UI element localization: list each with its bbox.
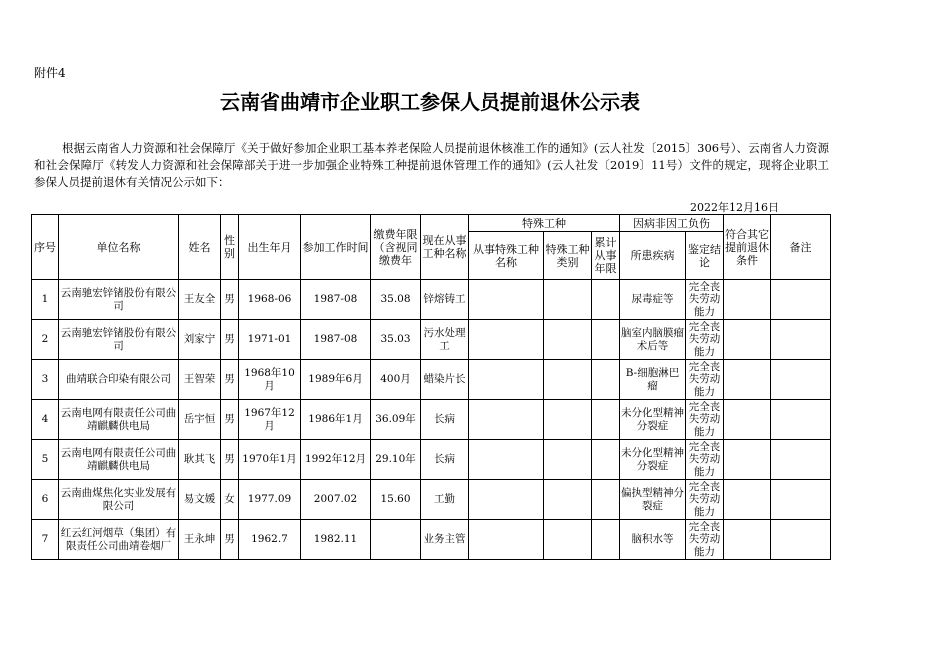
cell-name: 王友全 bbox=[179, 280, 221, 320]
header-special-name: 从事特殊工种名称 bbox=[469, 232, 544, 280]
cell-remarks bbox=[771, 320, 831, 360]
cell-special-category bbox=[544, 320, 592, 360]
header-row-top bbox=[32, 215, 831, 232]
header-work-start: 参加工作时间 bbox=[301, 215, 371, 280]
cell-special-category bbox=[544, 480, 592, 520]
cell-birth: 1967年12月 bbox=[239, 400, 301, 440]
cell-remarks bbox=[771, 440, 831, 480]
header-appraisal: 鉴定结论 bbox=[686, 232, 724, 280]
cell-other bbox=[724, 440, 771, 480]
page-title: 云南省曲靖市企业职工参保人员提前退休公示表 bbox=[220, 90, 640, 114]
retirement-table bbox=[31, 214, 831, 560]
table-row bbox=[32, 400, 831, 440]
cell-unit: 云南电网有限责任公司曲靖麒麟供电局 bbox=[59, 440, 179, 480]
cell-name: 耿其飞 bbox=[179, 440, 221, 480]
cell-unit: 云南驰宏锌锗股份有限公司 bbox=[59, 280, 179, 320]
cell-birth: 1970年1月 bbox=[239, 440, 301, 480]
cell-current-job: 锌熔铸工 bbox=[421, 280, 469, 320]
cell-special-years bbox=[592, 440, 620, 480]
header-contrib-years: 缴费年限（含视同缴费年 bbox=[371, 215, 421, 280]
header-unit: 单位名称 bbox=[59, 215, 179, 280]
cell-appraisal: 完全丧失劳动能力 bbox=[686, 400, 724, 440]
cell-name: 刘家宁 bbox=[179, 320, 221, 360]
cell-special-name bbox=[469, 440, 544, 480]
cell-current-job: 污水处理工 bbox=[421, 320, 469, 360]
cell-work-start: 1989年6月 bbox=[301, 360, 371, 400]
cell-name: 岳宇恒 bbox=[179, 400, 221, 440]
cell-unit: 云南曲煤焦化实业发展有限公司 bbox=[59, 480, 179, 520]
cell-unit: 曲靖联合印染有限公司 bbox=[59, 360, 179, 400]
cell-name: 王智荣 bbox=[179, 360, 221, 400]
cell-special-name bbox=[469, 520, 544, 560]
cell-birth: 1968年10月 bbox=[239, 360, 301, 400]
cell-gender: 男 bbox=[221, 400, 239, 440]
cell-special-years bbox=[592, 320, 620, 360]
cell-current-job: 长病 bbox=[421, 400, 469, 440]
cell-special-years bbox=[592, 480, 620, 520]
cell-gender: 男 bbox=[221, 440, 239, 480]
cell-illness: 脑积水等 bbox=[620, 520, 686, 560]
cell-remarks bbox=[771, 400, 831, 440]
cell-appraisal: 完全丧失劳动能力 bbox=[686, 320, 724, 360]
cell-remarks bbox=[771, 280, 831, 320]
header-name: 姓名 bbox=[179, 215, 221, 280]
cell-seq: 1 bbox=[32, 280, 59, 320]
cell-contrib: 35.08 bbox=[371, 280, 421, 320]
cell-work-start: 2007.02 bbox=[301, 480, 371, 520]
cell-work-start: 1986年1月 bbox=[301, 400, 371, 440]
cell-gender: 男 bbox=[221, 320, 239, 360]
cell-appraisal: 完全丧失劳动能力 bbox=[686, 520, 724, 560]
cell-name: 王永坤 bbox=[179, 520, 221, 560]
cell-special-category bbox=[544, 440, 592, 480]
attachment-label: 附件4 bbox=[34, 66, 66, 80]
cell-special-name bbox=[469, 360, 544, 400]
cell-remarks bbox=[771, 480, 831, 520]
cell-birth: 1977.09 bbox=[239, 480, 301, 520]
cell-unit: 云南电网有限责任公司曲靖麒麟供电局 bbox=[59, 400, 179, 440]
cell-name: 易文媛 bbox=[179, 480, 221, 520]
cell-other bbox=[724, 360, 771, 400]
cell-seq: 4 bbox=[32, 400, 59, 440]
cell-special-name bbox=[469, 280, 544, 320]
cell-special-name bbox=[469, 320, 544, 360]
header-special-years: 累计从事年限 bbox=[592, 232, 620, 280]
cell-current-job: 长病 bbox=[421, 440, 469, 480]
cell-gender: 男 bbox=[221, 280, 239, 320]
cell-illness: 脑室内脑膜瘤术后等 bbox=[620, 320, 686, 360]
header-illness-group: 因病非因工负伤 bbox=[620, 215, 724, 232]
cell-contrib bbox=[371, 520, 421, 560]
cell-current-job: 业务主管 bbox=[421, 520, 469, 560]
cell-contrib: 36.09年 bbox=[371, 400, 421, 440]
cell-other bbox=[724, 320, 771, 360]
cell-work-start: 1982.11 bbox=[301, 520, 371, 560]
cell-birth: 1971-01 bbox=[239, 320, 301, 360]
publish-date: 2022年12月16日 bbox=[690, 201, 779, 214]
header-special-group: 特殊工种 bbox=[469, 215, 620, 232]
cell-appraisal: 完全丧失劳动能力 bbox=[686, 360, 724, 400]
header-other: 符合其它提前退休条件 bbox=[724, 215, 771, 280]
cell-appraisal: 完全丧失劳动能力 bbox=[686, 440, 724, 480]
intro-paragraph: 根据云南省人力资源和社会保障厅《关于做好参加企业职工基本养老保险人员提前退休核准工作的通知》(云人社发〔2015〕306号）、云南省人力资源和社会保障厅《转发人力资源和社会保障部关于进一步加强企业特殊工种提前退休管理工作的通知》(云人社发〔2019〕11号）文件的规定，现将企业职工参保人员提前退休有关情况公示如下： bbox=[34, 141, 829, 189]
table-row bbox=[32, 480, 831, 520]
header-birth: 出生年月 bbox=[239, 215, 301, 280]
cell-seq: 6 bbox=[32, 480, 59, 520]
cell-current-job: 蜡染片长 bbox=[421, 360, 469, 400]
header-special-category: 特殊工种类别 bbox=[544, 232, 592, 280]
cell-unit: 云南驰宏锌锗股份有限公司 bbox=[59, 320, 179, 360]
cell-other bbox=[724, 520, 771, 560]
cell-gender: 男 bbox=[221, 360, 239, 400]
table-row bbox=[32, 520, 831, 560]
cell-special-name bbox=[469, 400, 544, 440]
cell-other bbox=[724, 280, 771, 320]
cell-birth: 1962.7 bbox=[239, 520, 301, 560]
cell-special-years bbox=[592, 400, 620, 440]
cell-work-start: 1992年12月 bbox=[301, 440, 371, 480]
cell-contrib: 15.60 bbox=[371, 480, 421, 520]
cell-other bbox=[724, 480, 771, 520]
cell-illness: 未分化型精神分裂症 bbox=[620, 440, 686, 480]
cell-birth: 1968-06 bbox=[239, 280, 301, 320]
cell-special-category bbox=[544, 520, 592, 560]
cell-special-years bbox=[592, 520, 620, 560]
cell-contrib: 35.03 bbox=[371, 320, 421, 360]
cell-work-start: 1987-08 bbox=[301, 280, 371, 320]
cell-contrib: 29.10年 bbox=[371, 440, 421, 480]
cell-work-start: 1987-08 bbox=[301, 320, 371, 360]
table-body bbox=[32, 280, 831, 560]
cell-gender: 女 bbox=[221, 480, 239, 520]
cell-illness: 未分化型精神分裂症 bbox=[620, 400, 686, 440]
table-row bbox=[32, 360, 831, 400]
cell-remarks bbox=[771, 520, 831, 560]
header-current-job: 现在从事工种名称 bbox=[421, 215, 469, 280]
cell-gender: 男 bbox=[221, 520, 239, 560]
header-gender: 性别 bbox=[221, 215, 239, 280]
cell-special-category bbox=[544, 280, 592, 320]
header-seq: 序号 bbox=[32, 215, 59, 280]
cell-other bbox=[724, 400, 771, 440]
cell-appraisal: 完全丧失劳动能力 bbox=[686, 480, 724, 520]
cell-illness: 尿毒症等 bbox=[620, 280, 686, 320]
cell-special-years bbox=[592, 360, 620, 400]
cell-seq: 7 bbox=[32, 520, 59, 560]
cell-special-category bbox=[544, 400, 592, 440]
cell-illness: 偏执型精神分裂症 bbox=[620, 480, 686, 520]
cell-appraisal: 完全丧失劳动能力 bbox=[686, 280, 724, 320]
cell-contrib: 400月 bbox=[371, 360, 421, 400]
table-row bbox=[32, 320, 831, 360]
cell-seq: 2 bbox=[32, 320, 59, 360]
cell-illness: B-细胞淋巴瘤 bbox=[620, 360, 686, 400]
cell-current-job: 工勤 bbox=[421, 480, 469, 520]
header-remarks: 备注 bbox=[771, 215, 831, 280]
cell-special-name bbox=[469, 480, 544, 520]
cell-unit: 红云红河烟草（集团）有限责任公司曲靖卷烟厂 bbox=[59, 520, 179, 560]
table-row bbox=[32, 280, 831, 320]
header-illness: 所患疾病 bbox=[620, 232, 686, 280]
table-row bbox=[32, 440, 831, 480]
cell-special-years bbox=[592, 280, 620, 320]
cell-seq: 5 bbox=[32, 440, 59, 480]
cell-special-category bbox=[544, 360, 592, 400]
cell-remarks bbox=[771, 360, 831, 400]
cell-seq: 3 bbox=[32, 360, 59, 400]
